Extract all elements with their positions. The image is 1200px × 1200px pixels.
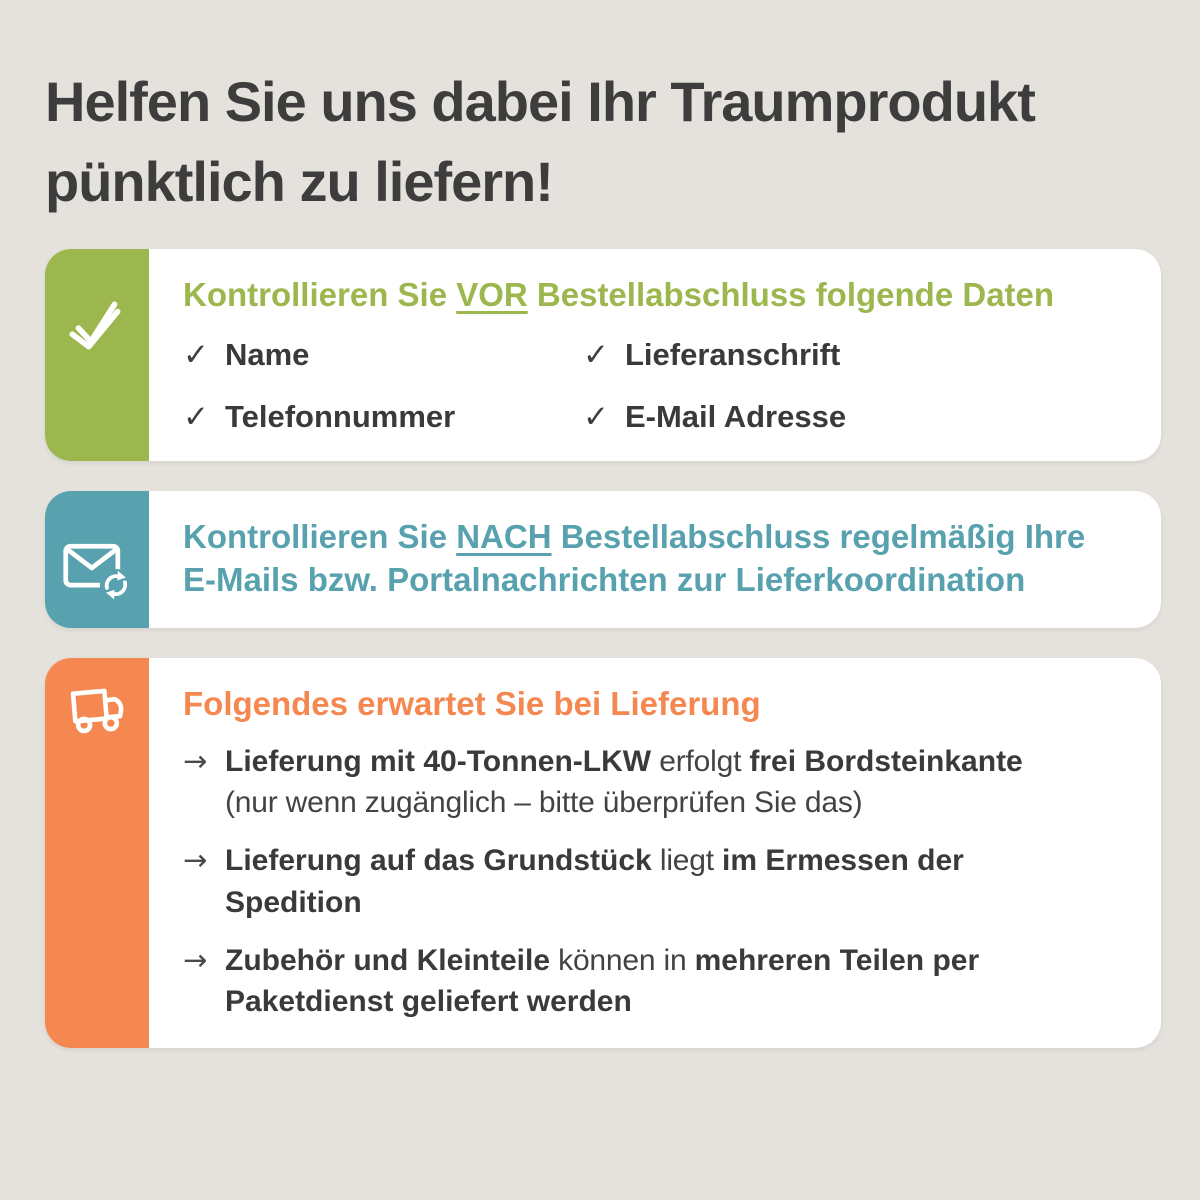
checklist-label: E-Mail Adresse [624, 398, 847, 434]
arrow-right-icon [183, 741, 225, 823]
arrow-right-icon [183, 940, 225, 1022]
card1-heading-pre: Kontrollieren Sie [183, 276, 457, 314]
checkmark-icon [583, 337, 609, 373]
card2-accent-sidebar [45, 491, 149, 628]
bullet-segment: Lieferung mit 40-Tonnen-LKW [225, 745, 652, 779]
contact-data-checklist [183, 337, 1125, 435]
checklist-label: Name [224, 336, 310, 372]
delivery-truck-icon [62, 684, 132, 1048]
bullet-text [225, 840, 1035, 922]
list-item [183, 337, 583, 373]
card1-body [149, 249, 1161, 461]
arrow-right-icon [183, 840, 225, 922]
card-check-after-order [45, 491, 1161, 628]
bullet-text [225, 940, 1035, 1022]
card1-accent-sidebar [45, 249, 149, 461]
list-item [183, 399, 583, 435]
card2-body [149, 491, 1161, 628]
checkmark-icon [583, 399, 609, 435]
card2-heading-emphasis: NACH [456, 517, 552, 555]
bullet-segment: können in [550, 943, 695, 977]
checkmark-icon [183, 337, 209, 373]
list-item [583, 399, 1125, 435]
bullet-segment: Lieferung auf das Grundstück [225, 844, 652, 878]
bullet-segment: im Ermessen der Spedition [225, 844, 964, 919]
delivery-bullet-list [183, 741, 1125, 1022]
bullet-segment: Zubehör und Kleinteile [225, 943, 551, 977]
list-item [583, 337, 1125, 373]
checklist-label: Telefonnummer [224, 398, 456, 434]
list-item [183, 741, 1125, 823]
card3-heading-text: Folgendes erwartet Sie bei Lieferung [183, 684, 761, 722]
page-title-line1: Helfen Sie uns dabei Ihr Traumprodukt [45, 70, 1035, 133]
page-title [45, 62, 1158, 221]
card3-accent-sidebar [45, 658, 149, 1048]
card2-heading [183, 515, 1088, 602]
card2-heading-pre: Kontrollieren Sie [183, 517, 457, 555]
bullet-text [225, 741, 1035, 823]
list-item [183, 840, 1125, 922]
card1-heading-post: Bestellabschluss folgende Daten [527, 276, 1055, 314]
card3-heading [183, 682, 1088, 726]
card-delivery-info [45, 658, 1161, 1048]
bullet-segment: (nur wenn zugänglich – bitte überprüfen Sie das) [225, 786, 863, 820]
bullet-segment: liegt [651, 844, 723, 878]
list-item [183, 940, 1125, 1022]
card-list [45, 249, 1158, 1048]
checklist-label: Lieferanschrift [624, 336, 841, 372]
card2-heading-post: Bestellabschluss regelmäßig Ihre E-Mails bzw. Portalnachrichten zur Lieferkoordination [183, 517, 1086, 599]
bullet-segment: frei Bordsteinkante [749, 745, 1023, 779]
double-checkmark-icon [61, 293, 133, 461]
page-title-line2: pünktlich zu liefern! [45, 149, 553, 213]
card3-body [149, 658, 1161, 1048]
card-check-before-order [45, 249, 1161, 461]
card1-heading [183, 273, 1088, 317]
card1-heading-emphasis: VOR [456, 276, 528, 314]
checkmark-icon [183, 399, 209, 435]
bullet-segment: erfolgt [651, 745, 750, 779]
bullet-segment: mehreren Teilen per Paketdienst geliefert werden [225, 943, 980, 1018]
email-sync-icon [61, 537, 133, 628]
